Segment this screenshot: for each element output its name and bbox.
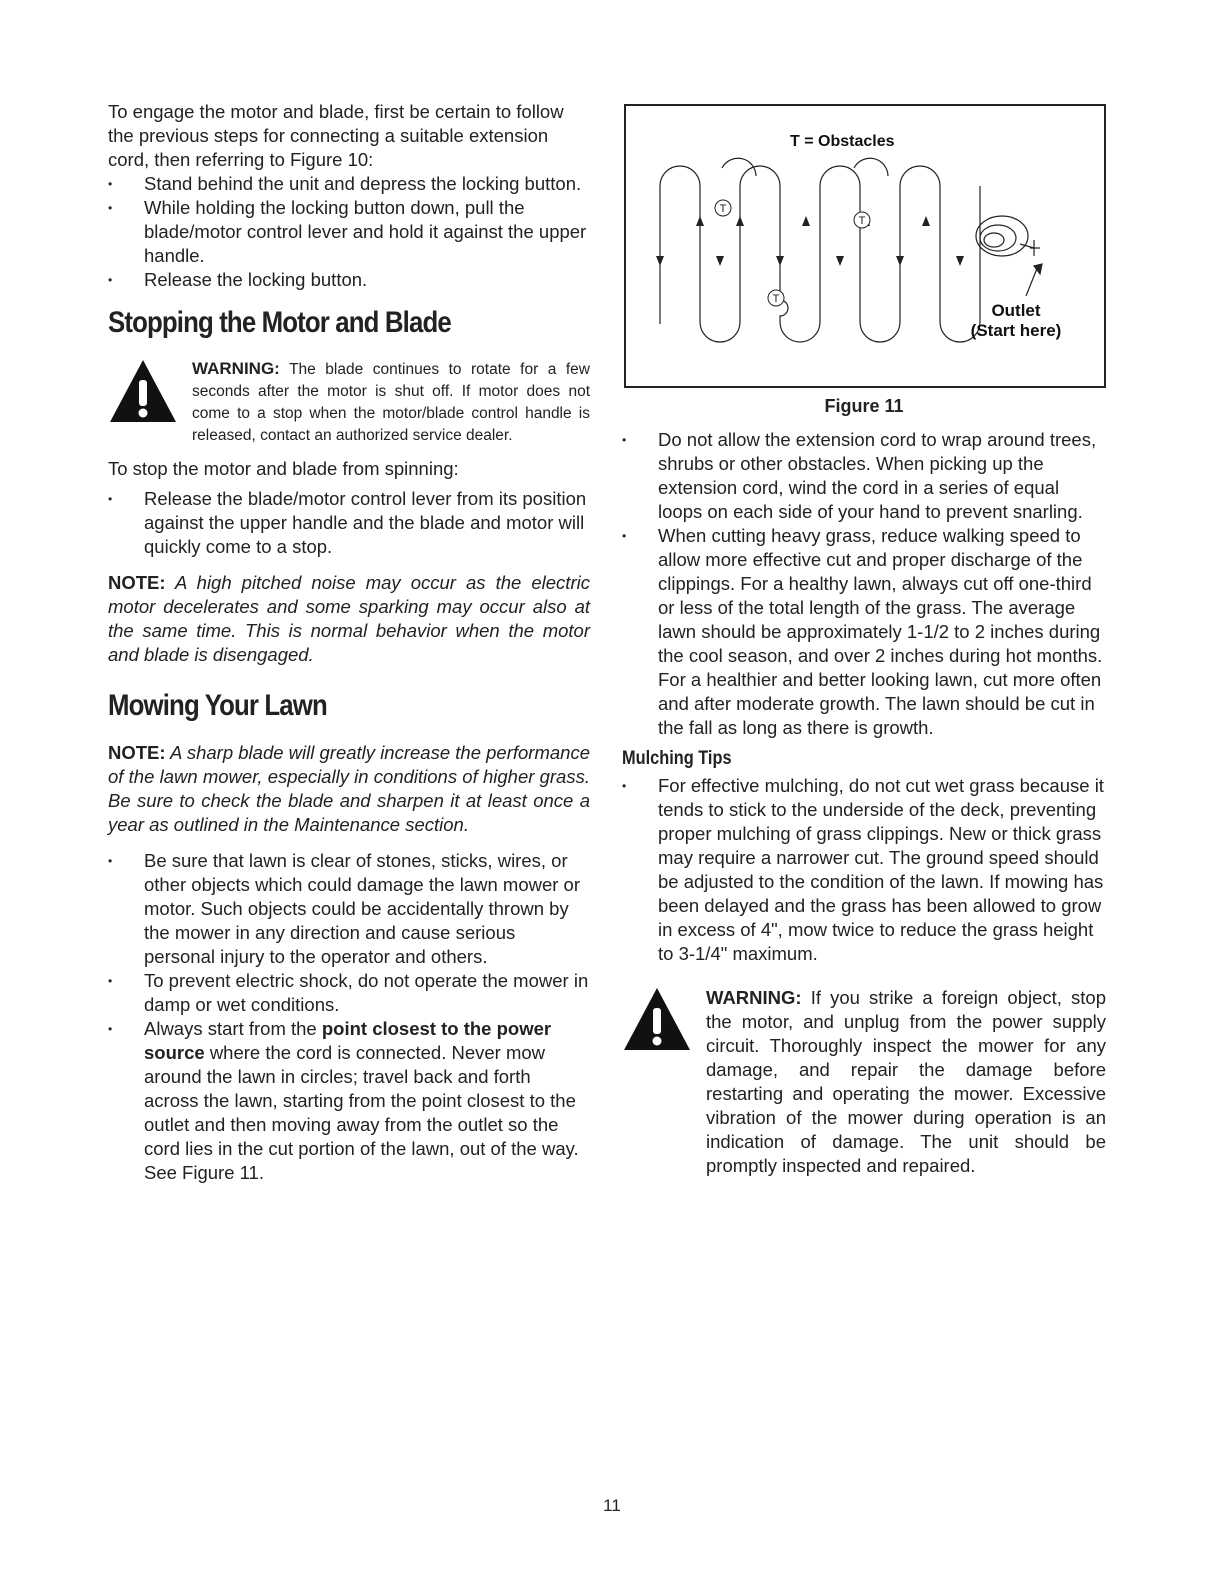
- list-item: [108, 1017, 590, 1185]
- warning-text-2: [706, 986, 1106, 1178]
- note-body: A high pitched noise may occur as the electric motor decelerates and some sparking may occur also at the same time. This is normal behavior when the motor and blade is disengaged.: [108, 572, 590, 665]
- mowing-pattern-diagram: [626, 106, 1104, 386]
- warning-body: If you strike a foreign object, stop the motor, and unplug from the power supply circuit. Thoroughly inspect the mower for any damage, and repair the damage before restarting and operating the mower. Excessive vibration of the mower during operation is an indication of damage. The unit should be promptly inspected and repaired.: [706, 987, 1107, 1176]
- mulching-steps-list: [622, 774, 1106, 966]
- list-item: • While holding the locking button down, pull the blade/motor control lever and hold it against the upper handle.: [108, 196, 590, 268]
- stopping-heading: Stopping the Motor and Blade: [108, 306, 451, 339]
- cord-steps-list: [622, 428, 1106, 740]
- list-item: • Be sure that lawn is clear of stones, sticks, wires, or other objects which could damage the lawn mower or motor. Such objects could be accidentally thrown by the mower in any direction and cause serious personal injury to the operator and others.: [108, 849, 590, 969]
- warning-body: The blade continues to rotate for a few seconds after the motor is shut off. If motor does not come to a stop when the motor/blade control handle is released, contact an authorized service dealer.: [192, 361, 590, 444]
- right-column: [622, 428, 1106, 1178]
- mow-steps-list: [108, 849, 590, 1185]
- warning-label: WARNING:: [706, 987, 802, 1008]
- mulching-heading: Mulching Tips: [622, 748, 732, 769]
- note-body: A sharp blade will greatly increase the performance of the lawn mower, especially in conditions of higher grass. Be sure to check the blade and sharpen it at least once a year as outlined in the Maintenance section.: [108, 742, 590, 835]
- note-2: [108, 741, 590, 837]
- list-item: • To prevent electric shock, do not operate the mower in damp or wet conditions.: [108, 969, 590, 1017]
- obstacle-icon: T: [772, 293, 780, 305]
- outlet-sub-label: (Start here): [970, 321, 1062, 340]
- note-1: [108, 571, 590, 667]
- cord-reel-icon: [976, 216, 1042, 296]
- list-item: • Release the blade/motor control lever from its position against the upper handle and the blade and motor will quickly come to a stop.: [108, 487, 590, 559]
- mowing-path: [660, 158, 980, 342]
- list-item: • Stand behind the unit and depress the locking button.: [108, 172, 590, 196]
- stop-steps-list: [108, 487, 590, 559]
- list-item: • For effective mulching, do not cut wet grass because it tends to stick to the underside of the deck, preventing proper mulching of grass clippings. New or thick grass may require a narrower cut. The ground speed should be adjusted to the condition of the lawn. If mowing has been delayed and the grass has been allowed to grow in excess of 4", mow twice to reduce the grass height to 3-1/4" maximum.: [622, 774, 1106, 966]
- warning-triangle-icon: [622, 986, 692, 1178]
- text-run: Always start from the: [144, 1018, 317, 1039]
- warning-text-1: [192, 358, 590, 447]
- warning-block-2: [622, 986, 1106, 1178]
- figure-legend: T = Obstacles: [790, 133, 895, 150]
- left-column: [108, 100, 590, 1185]
- warning-label: WARNING:: [192, 359, 280, 378]
- outlet-label: Outlet: [991, 301, 1041, 320]
- note-label: NOTE:: [108, 742, 166, 763]
- obstacles: [715, 200, 870, 306]
- figure-caption: Figure 11: [824, 396, 904, 416]
- bold-run: point closest to the power source: [144, 1018, 552, 1063]
- engage-steps-list: [108, 172, 590, 292]
- direction-arrows: [656, 216, 964, 266]
- list-item: • When cutting heavy grass, reduce walking speed to allow more effective cut and proper discharge of the clippings. For a healthy lawn, always cut off one-third or less of the total length of the grass. The average lawn should be approximately 1-1/2 to 2 inches during the cool season, and over 2 inches during hot months. For a healthier and better looking lawn, cut more often and after moderate growth. The lawn should be cut in the fall as long as there is growth.: [622, 524, 1106, 740]
- note-label: NOTE:: [108, 572, 166, 593]
- figure-11: [624, 104, 1106, 388]
- list-item: • Do not allow the extension cord to wrap around trees, shrubs or other obstacles. When picking up the extension cord, wind the cord in a series of equal loops on each side of your hand to prevent snarling.: [622, 428, 1106, 524]
- obstacle-icon: T: [719, 203, 727, 215]
- text-run: where the cord is connected. Never mow around the lawn in circles; travel back and forth across the lawn, starting from the point closest to the outlet and then moving away from the outlet so the cord lies in the cut portion of the lawn, out of the way. See Figure 11.: [144, 1042, 579, 1183]
- stop-intro: To stop the motor and blade from spinning:: [108, 458, 459, 479]
- page-number: 11: [603, 1496, 621, 1515]
- warning-block-1: [108, 358, 590, 447]
- list-item: • Release the locking button.: [108, 268, 590, 292]
- mowing-heading: Mowing Your Lawn: [108, 689, 327, 722]
- intro-paragraph: To engage the motor and blade, first be certain to follow the previous steps for connecting a suitable extension cord, then referring to Figure 10:: [108, 101, 564, 170]
- obstacle-icon: T: [858, 215, 866, 227]
- warning-triangle-icon: [108, 358, 178, 447]
